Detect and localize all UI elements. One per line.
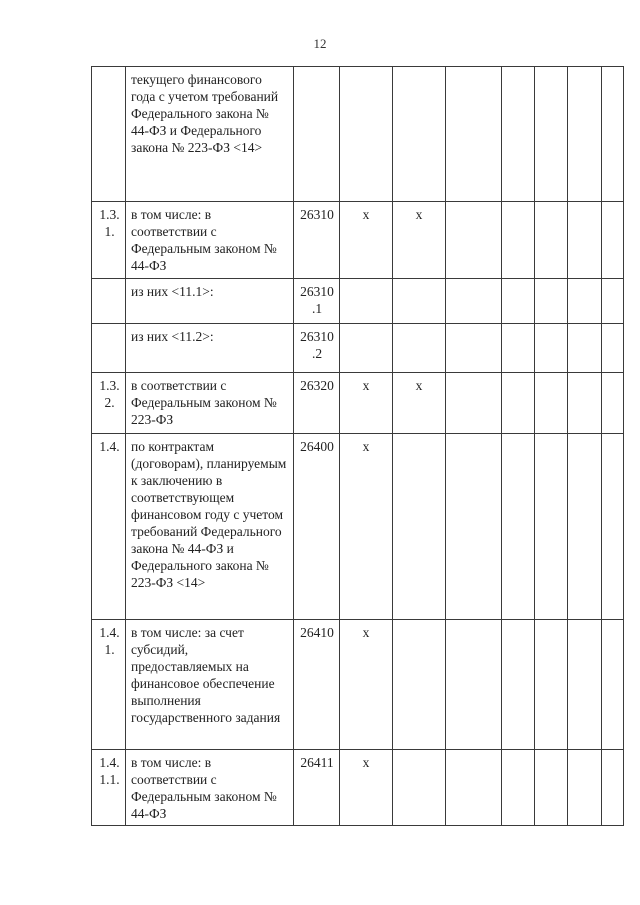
row-name-cell: в соответствии с Федеральным законом № 223-ФЗ [126,373,294,434]
row-code-part: 26320 [300,378,334,393]
mark-cell: x [340,620,393,750]
empty-cell [568,373,602,434]
empty-cell [502,373,535,434]
row-code-cell [294,202,340,279]
empty-cell [568,67,602,202]
empty-cell [602,750,624,826]
row-name-cell: текущего финансового года с учетом требований Федерального закона № 44-ФЗ и Федерального закона № 223-ФЗ <14> [126,67,294,202]
empty-cell [502,750,535,826]
mark-cell [393,279,446,324]
empty-cell [535,750,568,826]
mark-cell [340,279,393,324]
empty-cell [446,67,502,202]
empty-cell [535,620,568,750]
row-number-cell [92,279,126,324]
row-name-cell: из них <11.2>: [126,324,294,373]
empty-cell [568,750,602,826]
table-row [92,324,624,373]
row-code-part: 26411 [300,755,334,770]
table-row [92,750,624,826]
empty-cell [602,202,624,279]
table-row [92,373,624,434]
row-code-cell [294,750,340,826]
mark-cell: x [340,434,393,620]
table-row [92,202,624,279]
empty-cell [568,620,602,750]
row-code-part: 26410 [300,625,334,640]
empty-cell [602,620,624,750]
row-code-part: 26310 [300,329,334,344]
row-number-part: 1.3. [99,207,120,222]
mark-cell: x [340,750,393,826]
mark-cell: x [393,202,446,279]
table-row [92,279,624,324]
mark-cell [393,750,446,826]
row-number-part: 1.4. [99,439,120,454]
mark-cell [393,324,446,373]
row-code-part: 26400 [300,439,334,454]
empty-cell [568,279,602,324]
empty-cell [602,373,624,434]
empty-cell [602,67,624,202]
row-number-part: 1.4. [99,625,120,640]
row-name-cell: в том числе: за счет субсидий, предоставляемых на финансовое обеспечение выполнения государственного задания [126,620,294,750]
empty-cell [446,373,502,434]
empty-cell [535,434,568,620]
row-number-part: 1.3. [99,378,120,393]
empty-cell [535,202,568,279]
empty-cell [602,279,624,324]
row-code-cell [294,324,340,373]
row-code-cell [294,373,340,434]
row-name-cell: в том числе: в соответствии с Федеральным законом № 44-ФЗ [126,750,294,826]
row-code-cell [294,620,340,750]
empty-cell [535,67,568,202]
row-code-cell [294,279,340,324]
table-row [92,67,624,202]
row-number-cell [92,202,126,279]
empty-cell [502,279,535,324]
page-number: 12 [313,36,327,51]
mark-cell [340,324,393,373]
row-name-cell: в том числе: в соответствии с Федеральным законом № 44-ФЗ [126,202,294,279]
table-row [92,434,624,620]
row-code-cell [294,434,340,620]
empty-cell [568,324,602,373]
row-number-part: 1.1. [99,772,120,787]
row-number-cell [92,373,126,434]
row-number-part: 1.4. [99,755,120,770]
empty-cell [602,434,624,620]
empty-cell [568,202,602,279]
empty-cell [535,324,568,373]
table-row [92,620,624,750]
empty-cell [446,434,502,620]
mark-cell [393,434,446,620]
empty-cell [446,324,502,373]
empty-cell [446,279,502,324]
empty-cell [446,750,502,826]
mark-cell: x [340,373,393,434]
empty-cell [502,324,535,373]
empty-cell [446,620,502,750]
row-number-cell [92,434,126,620]
row-number-cell [92,67,126,202]
financial-table [91,66,624,826]
row-code-part: 26310 [300,284,334,299]
empty-cell [535,279,568,324]
empty-cell [535,373,568,434]
row-number-part: 2. [104,395,115,410]
empty-cell [502,67,535,202]
empty-cell [568,434,602,620]
row-number-cell [92,750,126,826]
row-name-cell: из них <11.1>: [126,279,294,324]
mark-cell [393,67,446,202]
mark-cell: x [340,202,393,279]
row-code-part: .1 [311,301,323,316]
empty-cell [502,620,535,750]
row-code-part: .2 [311,346,323,361]
empty-cell [502,434,535,620]
mark-cell [340,67,393,202]
row-number-part: 1. [104,642,115,657]
row-number-part: 1. [104,224,115,239]
row-code-part: 26310 [300,207,334,222]
empty-cell [446,202,502,279]
empty-cell [602,324,624,373]
row-number-cell [92,324,126,373]
mark-cell [393,620,446,750]
row-code-cell [294,67,340,202]
row-name-cell: по контрактам (договорам), планируемым к заключению в соответствующем финансовом году с учетом требований Федерального закона № 44-ФЗ и Федерального закона № 223-ФЗ <14> [126,434,294,620]
mark-cell: x [393,373,446,434]
empty-cell [502,202,535,279]
row-number-cell [92,620,126,750]
